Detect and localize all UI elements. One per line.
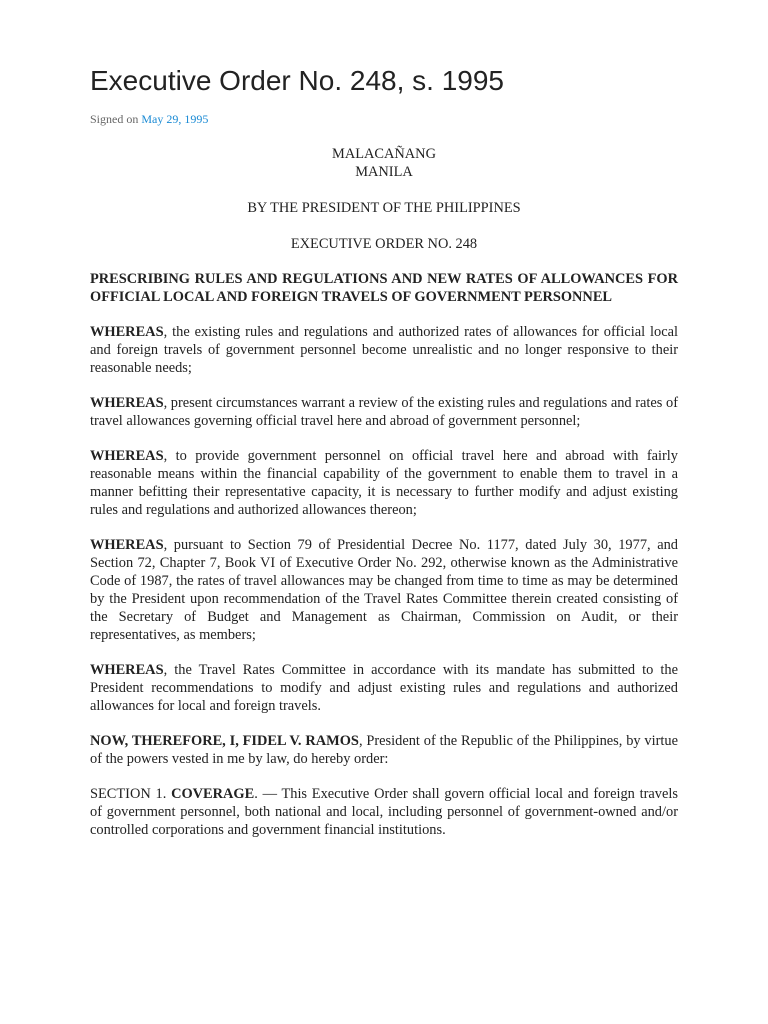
section-1-paragraph (90, 785, 678, 839)
signed-line (90, 111, 678, 127)
order-paragraph (90, 732, 678, 768)
whereas-paragraph (90, 661, 678, 715)
whereas-paragraph (90, 447, 678, 519)
whereas-paragraph (90, 394, 678, 430)
now-therefore-text: , President of the Republic of the Philippines, by virtue of the powers vested in me by law, do hereby order: (90, 733, 678, 767)
header-manila: MANILA (355, 164, 413, 180)
whereas-paragraph (90, 323, 678, 377)
whereas-text: , the Travel Rates Committee in accordance with its mandate has submitted to the President recommendations to modify and adjust existing rules and regulations and authorized allowances for local and foreign travels. (90, 662, 678, 714)
whereas-label: WHEREAS (90, 448, 164, 464)
page-title: Executive Order No. 248, s. 1995 (90, 65, 504, 96)
section-text: . — This Executive Order shall govern official local and foreign travels of government personnel, both national and local, including personnel of government-owned and/or controlled corporations and government financial institutions. (90, 786, 678, 838)
whereas-label: WHEREAS (90, 324, 164, 340)
document-page (90, 62, 678, 839)
section-prefix: SECTION 1. (90, 786, 172, 802)
whereas-label: WHEREAS (90, 662, 164, 678)
document-body (90, 145, 678, 839)
whereas-text: , to provide government personnel on official travel here and abroad with fairly reasonable means within the financial capability of the government to enable them to travel in a manner befitting their representative capacity, it is necessary to further modify and adjust existing rules and regulations and authorized allowances thereon; (90, 448, 678, 518)
whereas-text: , present circumstances warrant a review of the existing rules and regulations and rates of travel allowances governing official travel here and abroad of government personnel; (90, 395, 678, 429)
whereas-paragraph (90, 536, 678, 644)
whereas-text: , the existing rules and regulations and authorized rates of allowances for official local and foreign travels of government personnel become unrealistic and no longer responsive to their reasonable needs; (90, 324, 678, 376)
signed-date-link[interactable]: May 29, 1995 (141, 112, 209, 126)
whereas-label: WHEREAS (90, 395, 164, 411)
signed-prefix: Signed on (90, 112, 142, 126)
order-title: PRESCRIBING RULES AND REGULATIONS AND NEW RATES OF ALLOWANCES FOR OFFICIAL LOCAL AND FOREIGN TRAVELS OF GOVERNMENT PERSONNEL (90, 271, 678, 305)
by-line: BY THE PRESIDENT OF THE PHILIPPINES (247, 200, 521, 216)
whereas-label: WHEREAS (90, 537, 164, 553)
header-malacanang: MALACAÑANG (332, 146, 436, 162)
executive-order-number: EXECUTIVE ORDER NO. 248 (290, 236, 478, 252)
now-therefore-label: NOW, THEREFORE, I, FIDEL V. RAMOS (90, 733, 359, 749)
whereas-text: , pursuant to Section 79 of Presidential Decree No. 1177, dated July 30, 1977, and Section 72, Chapter 7, Book VI of Executive Order No. 292, otherwise known as the Administrative Code of 1987, the rates of travel allowances may be changed from time to time as may be determined by the President upon recommendation of the Travel Rates Committee therein created consisting of the Secretary of Budget and Management as Chairman, Commission on Audit, or their representatives, as members; (90, 537, 678, 643)
section-label: COVERAGE (171, 786, 255, 802)
